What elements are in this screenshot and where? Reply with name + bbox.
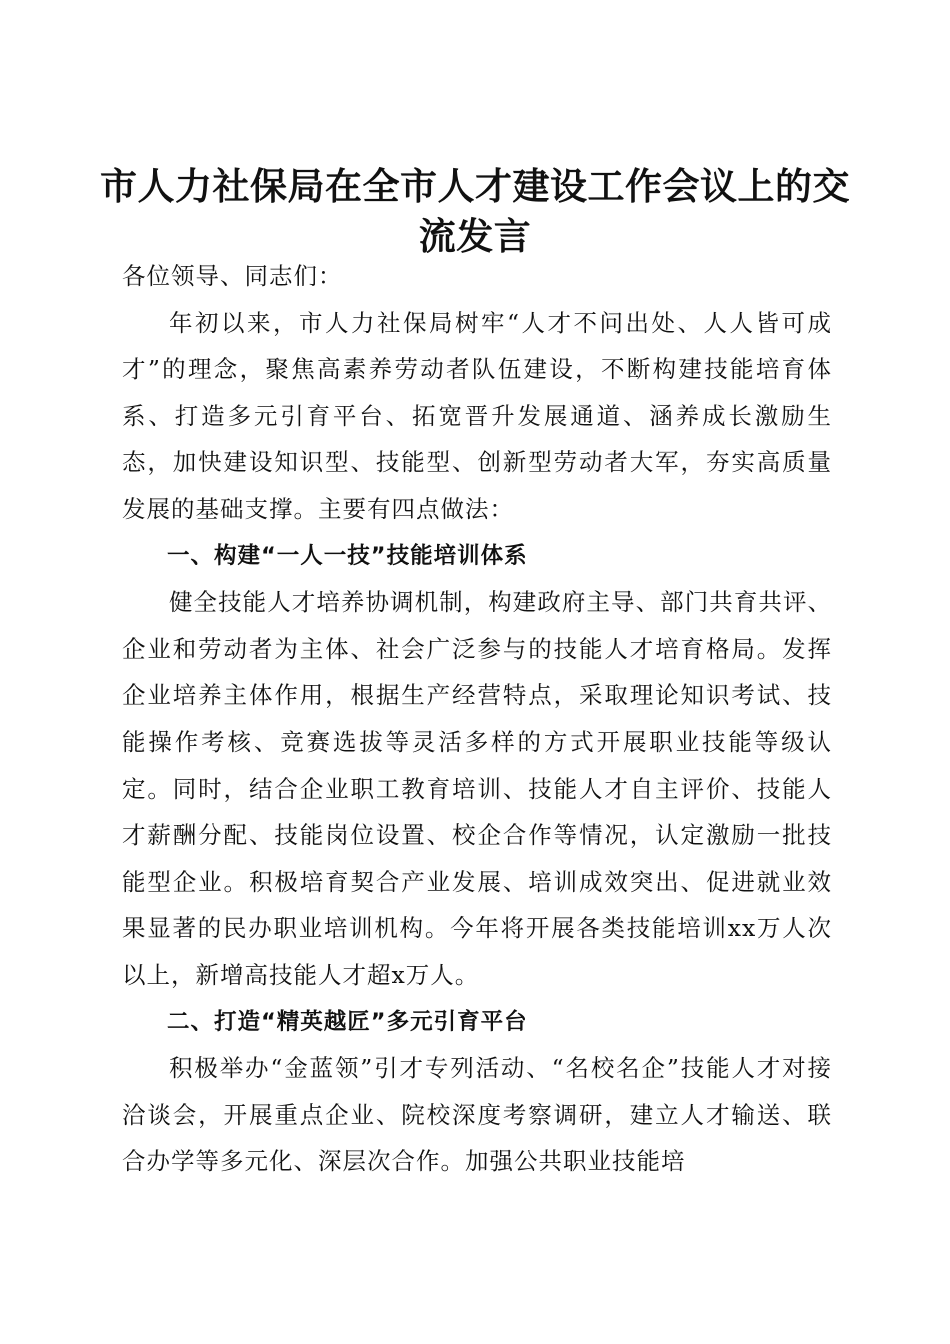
section-heading-1: 一、构建“一人一技”技能培训体系 (167, 542, 528, 569)
section-paragraph-1: 健全技能人才培养协调机制，构建政府主导、部门共育共评、企业和劳动者为主体、社会广泛参与的技能人才培育格局。发挥企业培养主体作用，根据生产经营特点，采取理论知识考试、技能操作考核、竞赛选拔等灵活多样的方式开展职业技能等级认定。同时，结合企业职工教育培训、技能人才自主评价、技能人才薪酬分配、技能岗位设置、校企合作等情况，认定激励一批技能型企业。积极培育契合产业发展、培训成效突出、促进就业效果显著的民办职业培训机构。今年将开展各类技能培训xx万人次以上，新增高技能人才超x万人。 (122, 588, 832, 989)
section-paragraph-2: 积极举办“金蓝领”引才专列活动、“名校名企”技能人才对接洽谈会，开展重点企业、院校深度考察调研，建立人才输送、联合办学等多元化、深层次合作。加强公共职业技能培 (122, 1054, 832, 1176)
document-title: 市人力社保局在全市人才建设工作会议上的交流发言 (100, 163, 850, 258)
section-heading-2: 二、打造“精英越匠”多元引育平台 (167, 1008, 528, 1035)
salutation: 各位领导、同志们： (122, 262, 343, 290)
intro-paragraph: 年初以来，市人力社保局树牢“人才不问出处、人人皆可成才”的理念，聚焦高素养劳动者队伍建设，不断构建技能培育体系、打造多元引育平台、拓宽晋升发展通道、涵养成长激励生态，加快建设知识型、技能型、创新型劳动者大军，夯实高质量发展的基础支撑。主要有四点做法： (122, 308, 832, 523)
document-body (122, 253, 832, 1185)
